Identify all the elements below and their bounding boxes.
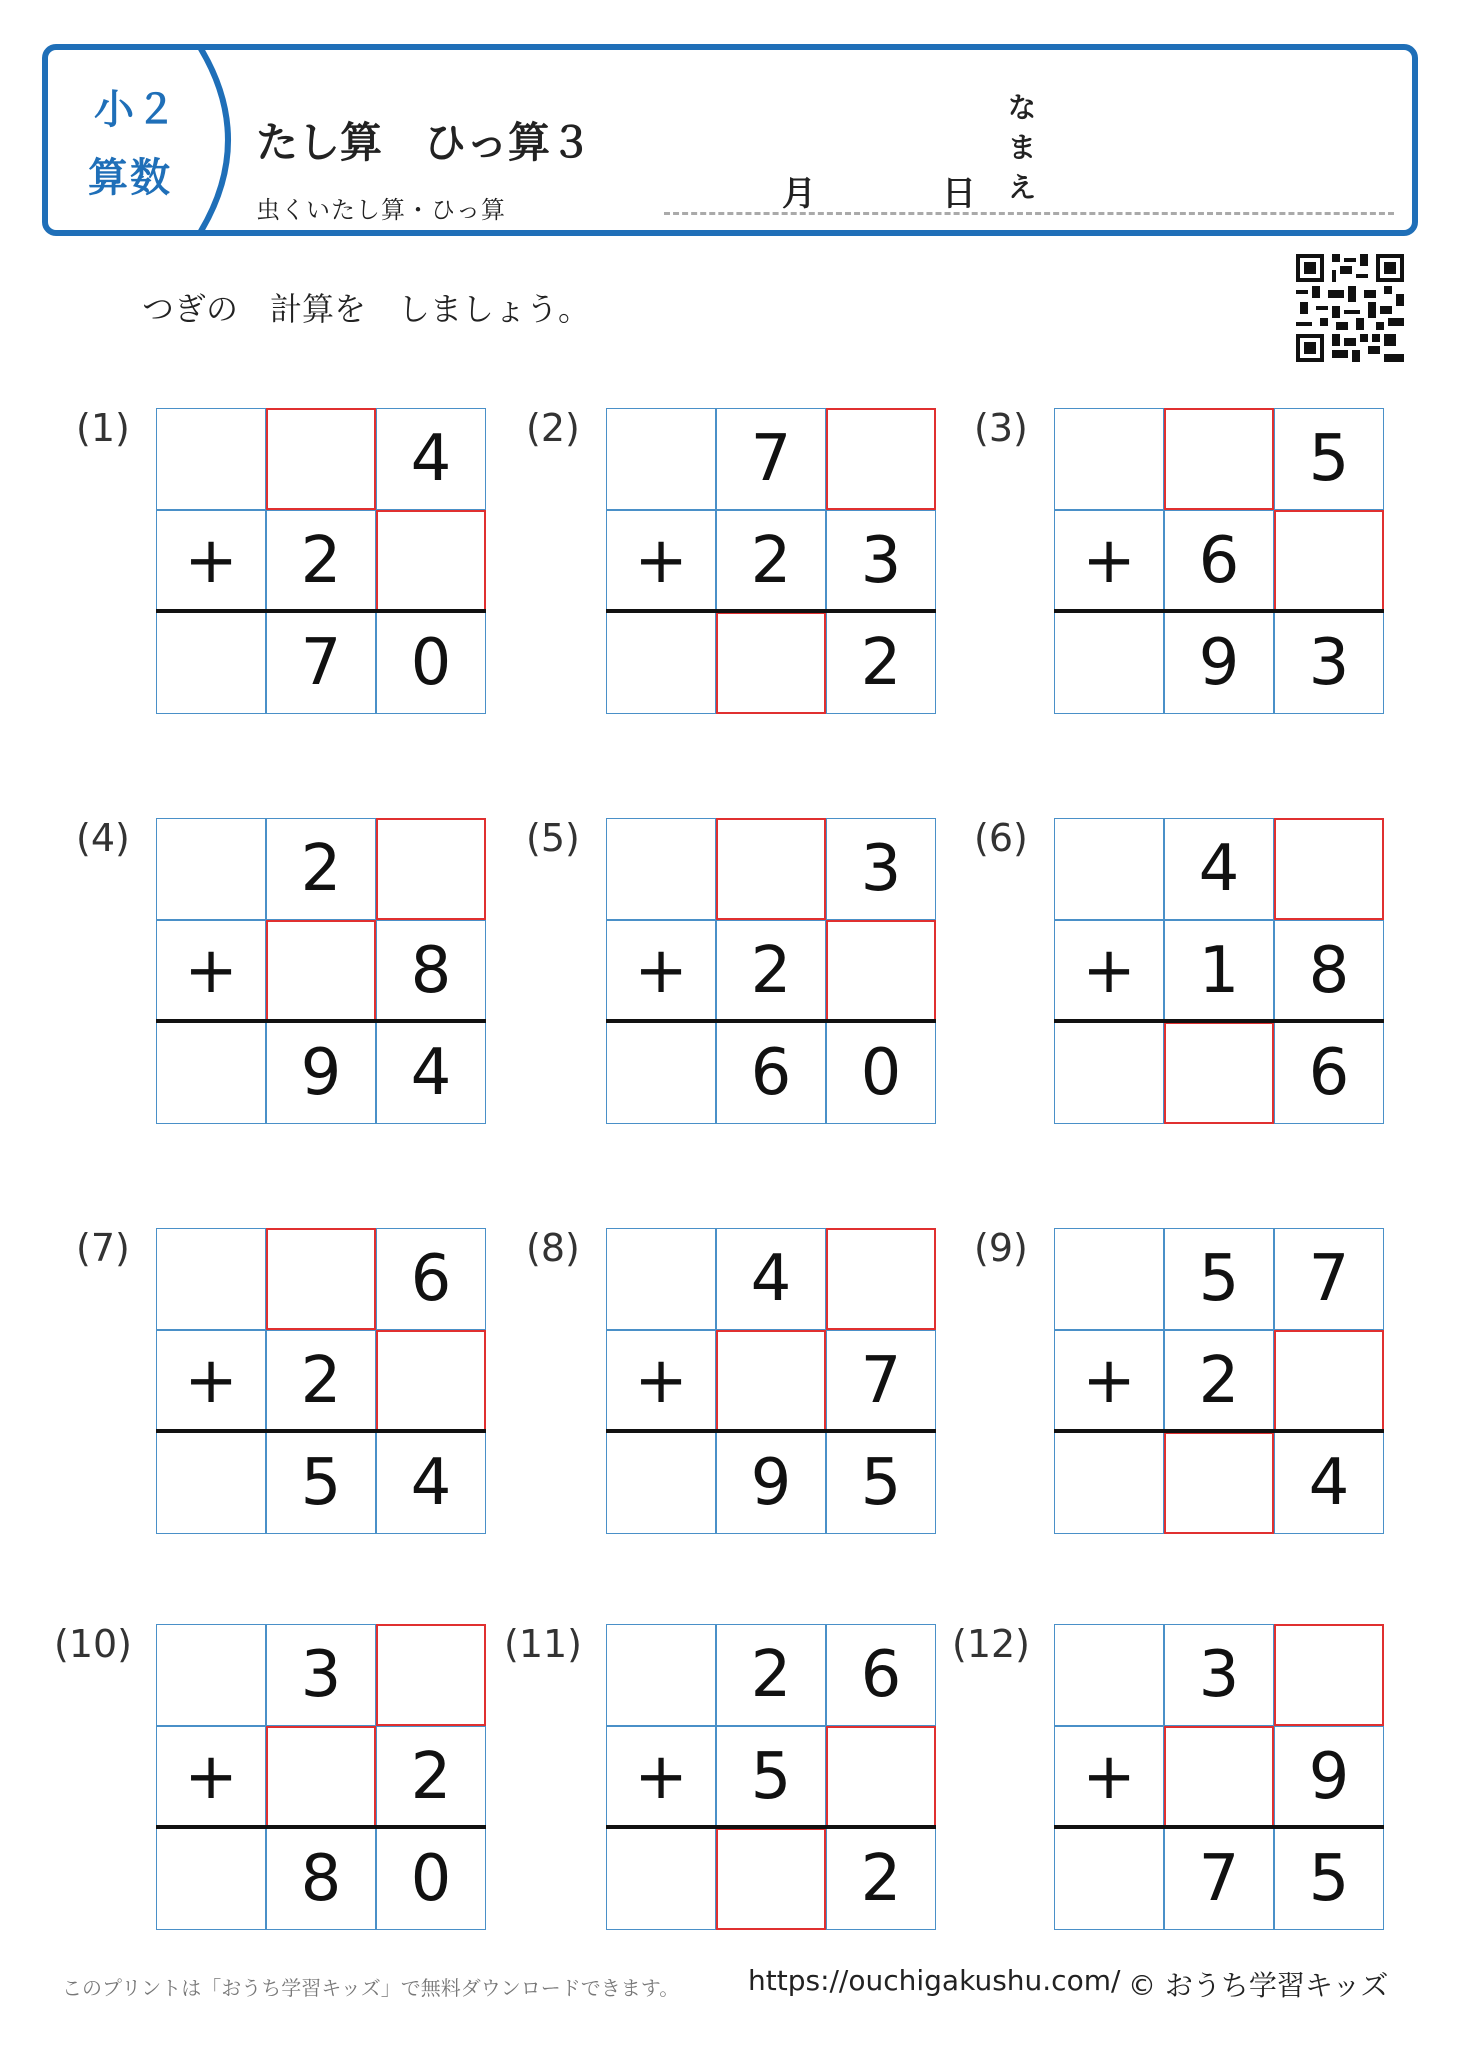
digit-cell: 2 [266,818,376,920]
plus-sign: + [1054,920,1164,1022]
footer-url-link[interactable]: https://ouchigakushu.com/ [748,1964,1121,1997]
digit-cell: 0 [826,1022,936,1124]
answer-blank[interactable] [1274,1330,1384,1432]
worksheet-header [42,44,1418,236]
answer-blank[interactable] [1274,818,1384,920]
calc-grid [1054,1624,1384,1930]
digit-cell: 2 [1164,1330,1274,1432]
problem-number: (1) [76,406,130,450]
digit-cell: 3 [1274,612,1384,714]
problem [526,816,902,1128]
problem-number: (12) [952,1622,1031,1666]
calc-grid [156,408,486,714]
plus-sign: + [606,510,716,612]
problem-number: (11) [504,1622,583,1666]
plus-sign: + [606,920,716,1022]
answer-blank[interactable] [376,1624,486,1726]
problem [526,406,902,718]
sum-line [156,1825,486,1829]
empty-cell [606,1022,716,1124]
digit-cell: 2 [826,612,936,714]
empty-cell [1054,1624,1164,1726]
page-title: たし算 ひっ算３ [256,118,593,167]
empty-cell [1054,612,1164,714]
footer-note: このプリントは「おうち学習キッズ」で無料ダウンロードできます。 [62,1976,680,2000]
problem-number: (9) [974,1226,1028,1270]
digit-cell: 5 [716,1726,826,1828]
subject-label: 算数 [88,155,172,201]
answer-blank[interactable] [1164,1022,1274,1124]
sum-line [606,1825,936,1829]
problem [952,1622,1350,1934]
digit-cell: 2 [376,1726,486,1828]
sum-line [1054,1429,1384,1433]
digit-cell: 6 [1164,510,1274,612]
digit-cell: 4 [1164,818,1274,920]
digit-cell: 2 [716,510,826,612]
problem [54,1622,452,1934]
digit-cell: 0 [376,1828,486,1930]
answer-blank[interactable] [826,920,936,1022]
digit-cell: 2 [716,1624,826,1726]
digit-cell: 4 [376,1432,486,1534]
answer-blank[interactable] [266,1726,376,1828]
empty-cell [606,818,716,920]
digit-cell: 5 [826,1432,936,1534]
grade-label: 小２ [94,87,178,133]
empty-cell [606,612,716,714]
empty-cell [1054,1432,1164,1534]
empty-cell [606,1228,716,1330]
plus-sign: + [156,1330,266,1432]
empty-cell [156,1022,266,1124]
answer-blank[interactable] [376,1330,486,1432]
digit-cell: 4 [376,1022,486,1124]
answer-blank[interactable] [1164,408,1274,510]
digit-cell: 8 [266,1828,376,1930]
problem [76,1226,452,1538]
answer-blank[interactable] [266,1228,376,1330]
digit-cell: 5 [1274,1828,1384,1930]
answer-blank[interactable] [266,920,376,1022]
digit-cell: 7 [266,612,376,714]
digit-cell: 0 [376,612,486,714]
calc-grid [1054,818,1384,1124]
digit-cell: 7 [1274,1228,1384,1330]
digit-cell: 6 [376,1228,486,1330]
sum-line [1054,1019,1384,1023]
digit-cell: 4 [376,408,486,510]
answer-blank[interactable] [266,408,376,510]
plus-sign: + [1054,510,1164,612]
sum-line [156,1019,486,1023]
answer-blank[interactable] [716,818,826,920]
problem-number: (7) [76,1226,130,1270]
digit-cell: 8 [1274,920,1384,1022]
answer-blank[interactable] [376,510,486,612]
answer-blank[interactable] [1164,1432,1274,1534]
plus-sign: + [1054,1726,1164,1828]
digit-cell: 4 [1274,1432,1384,1534]
header-divider-arc [48,50,268,230]
digit-cell: 5 [1164,1228,1274,1330]
sum-line [606,1019,936,1023]
answer-blank[interactable] [716,612,826,714]
calc-grid [1054,1228,1384,1534]
sum-line [156,609,486,613]
empty-cell [156,1624,266,1726]
digit-cell: 6 [1274,1022,1384,1124]
empty-cell [1054,1228,1164,1330]
answer-blank[interactable] [826,1726,936,1828]
plus-sign: + [156,1726,266,1828]
digit-cell: 9 [1274,1726,1384,1828]
digit-cell: 6 [826,1624,936,1726]
calc-grid [606,408,936,714]
answer-blank[interactable] [826,408,936,510]
empty-cell [1054,818,1164,920]
calc-grid [606,1624,936,1930]
problem-number: (8) [526,1226,580,1270]
digit-cell: 8 [376,920,486,1022]
digit-cell: 7 [716,408,826,510]
empty-cell [606,408,716,510]
calc-grid [606,1228,936,1534]
problem-number: (5) [526,816,580,860]
answer-blank[interactable] [716,1330,826,1432]
digit-cell: 2 [266,510,376,612]
name-date-line [664,212,1394,215]
calc-grid [156,1228,486,1534]
problem-number: (6) [974,816,1028,860]
digit-cell: 2 [266,1330,376,1432]
month-label: 月 [782,174,816,214]
name-label: なまえ [1007,91,1036,204]
sum-line [606,1429,936,1433]
problem [504,1622,902,1934]
empty-cell [606,1432,716,1534]
empty-cell [156,818,266,920]
empty-cell [1054,1828,1164,1930]
digit-cell: 6 [716,1022,826,1124]
problem [76,406,452,718]
plus-sign: + [606,1330,716,1432]
problem [76,816,452,1128]
digit-cell: 9 [716,1432,826,1534]
digit-cell: 5 [1274,408,1384,510]
instruction-text: つぎの 計算を しましょう。 [142,290,591,328]
calc-grid [1054,408,1384,714]
empty-cell [156,612,266,714]
problem [526,1226,902,1538]
digit-cell: 9 [1164,612,1274,714]
digit-cell: 1 [1164,920,1274,1022]
problem [974,816,1350,1128]
calc-grid [156,818,486,1124]
digit-cell: 2 [716,920,826,1022]
plus-sign: + [606,1726,716,1828]
problem-number: (4) [76,816,130,860]
answer-blank[interactable] [1164,1726,1274,1828]
digit-cell: 3 [826,818,936,920]
empty-cell [1054,1022,1164,1124]
digit-cell: 7 [1164,1828,1274,1930]
answer-blank[interactable] [1274,510,1384,612]
digit-cell: 9 [266,1022,376,1124]
problem-number: (10) [54,1622,133,1666]
empty-cell [606,1624,716,1726]
digit-cell: 7 [826,1330,936,1432]
empty-cell [1054,408,1164,510]
footer-copyright: © おうち学習キッズ [1128,1969,1389,2002]
empty-cell [156,1432,266,1534]
digit-cell: 3 [266,1624,376,1726]
calc-grid [606,818,936,1124]
answer-blank[interactable] [826,1228,936,1330]
sum-line [1054,609,1384,613]
sum-line [1054,1825,1384,1829]
qr-code-icon [1296,254,1404,362]
answer-blank[interactable] [1274,1624,1384,1726]
digit-cell: 3 [1164,1624,1274,1726]
digit-cell: 5 [266,1432,376,1534]
problem-number: (2) [526,406,580,450]
problem [974,1226,1350,1538]
empty-cell [606,1828,716,1930]
digit-cell: 2 [826,1828,936,1930]
plus-sign: + [156,920,266,1022]
plus-sign: + [156,510,266,612]
empty-cell [156,408,266,510]
answer-blank[interactable] [376,818,486,920]
page-subtitle: 虫くいたし算・ひっ算 [256,196,506,224]
problem [974,406,1350,718]
digit-cell: 3 [826,510,936,612]
sum-line [606,609,936,613]
sum-line [156,1429,486,1433]
empty-cell [156,1828,266,1930]
answer-blank[interactable] [716,1828,826,1930]
day-label: 日 [942,174,976,214]
problem-number: (3) [974,406,1028,450]
empty-cell [156,1228,266,1330]
digit-cell: 4 [716,1228,826,1330]
plus-sign: + [1054,1330,1164,1432]
calc-grid [156,1624,486,1930]
